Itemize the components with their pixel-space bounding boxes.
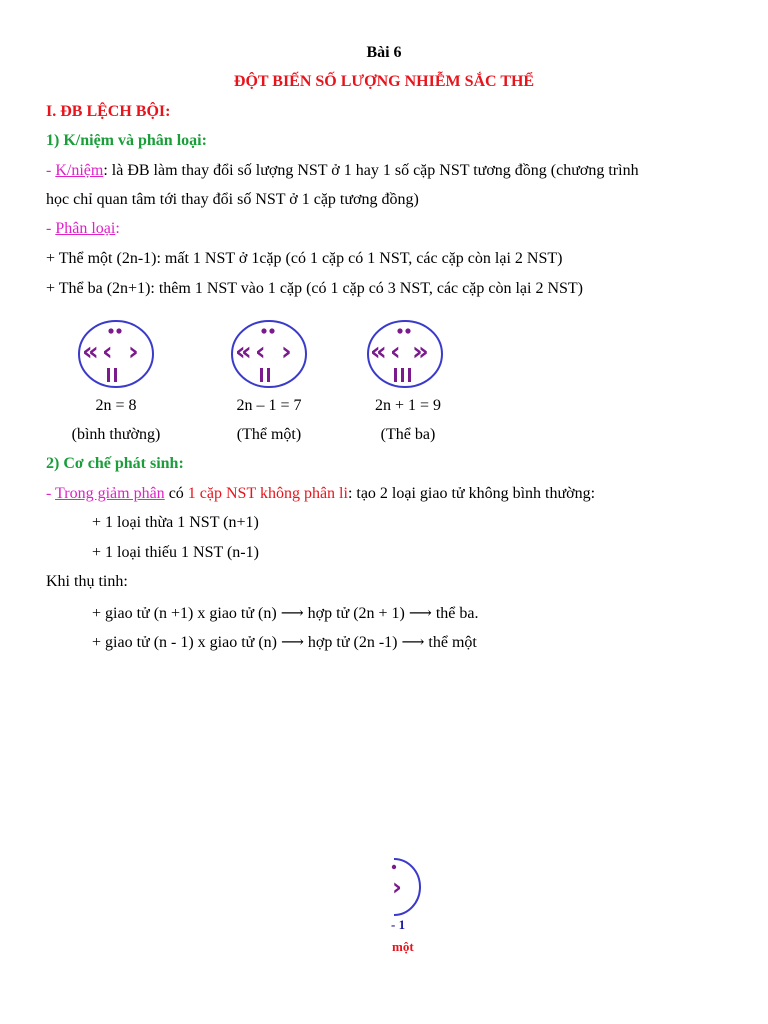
subheading-concept: 1) K/niệm và phân loại: <box>46 132 207 149</box>
svg-text:›: › <box>128 337 139 367</box>
lesson-number: Bài 6 <box>366 44 402 61</box>
svg-text:›: › <box>392 873 402 901</box>
definition-line-1 <box>46 162 639 180</box>
fertilization-label: Khi thụ tinh: <box>46 573 128 590</box>
mechanism-rest: : tạo 2 loại giao tử không bình thường: <box>347 485 596 502</box>
mechanism-line <box>46 485 595 503</box>
gamete-extra-item: + 1 loại thừa 1 NST (n+1) <box>92 514 259 531</box>
mechanism-phrase-meiosis: Trong giảm phân <box>55 485 165 502</box>
definition-text: : là ĐB làm thay đổi số lượng NST ở 1 hay 1 số cặp NST tương đồng (chương trình <box>103 162 639 179</box>
cell-trisomy-formula: 2n + 1 = 9 <box>374 397 442 414</box>
svg-text:«: « <box>235 337 252 367</box>
fertilization-trisomy: + giao tử (n +1) x giao tử (n) ⟶ hợp tử (2n + 1) ⟶ thể ba. <box>92 605 479 622</box>
subheading-mechanism: 2) Cơ chế phát sinh: <box>46 455 184 472</box>
cell-trisomy-caption: (Thể ba) <box>380 426 436 443</box>
cell-monosomy-diagram <box>229 318 309 390</box>
classification-term: Phân loại <box>55 220 116 237</box>
svg-text:‹: ‹ <box>390 337 401 367</box>
classification-colon: : <box>115 220 120 237</box>
fragment-word: một <box>392 939 414 954</box>
mechanism-co: có <box>164 485 188 502</box>
monosomy-item: + Thể một (2n-1): mất 1 NST ở 1cặp (có 1 cặp có 1 NST, các cặp còn lại 2 NST) <box>46 250 563 267</box>
svg-text:‹: ‹ <box>255 337 266 367</box>
svg-text:»: » <box>412 337 429 367</box>
classification-label <box>46 220 120 238</box>
mechanism-phrase-nondisjunction: 1 cặp NST không phân li <box>187 485 348 502</box>
mechanism-dash: - <box>46 485 56 502</box>
svg-text:«: « <box>82 337 99 367</box>
section-heading-1: I. ĐB LỆCH BỘI: <box>46 103 171 120</box>
fragment-number: - 1 <box>391 917 406 932</box>
cell-monosomy-caption: (Thể một) <box>236 426 302 443</box>
svg-text:«: « <box>370 337 387 367</box>
definition-term: K/niệm <box>55 162 104 179</box>
cell-normal-caption: (bình thường) <box>71 426 161 443</box>
cell-trisomy-diagram <box>365 318 445 390</box>
trisomy-item: + Thể ba (2n+1): thêm 1 NST vào 1 cặp (có 1 cặp có 3 NST, các cặp còn lại 2 NST) <box>46 280 583 297</box>
cell-monosomy-formula: 2n – 1 = 7 <box>236 397 302 414</box>
cell-normal-formula: 2n = 8 <box>95 397 137 414</box>
cropped-cell-fragment <box>380 855 430 919</box>
fertilization-monosomy: + giao tử (n - 1) x giao tử (n) ⟶ hợp tử (2n -1) ⟶ thể một <box>92 634 477 651</box>
gamete-missing-item: + 1 loại thiếu 1 NST (n-1) <box>92 544 259 561</box>
definition-line-2: học chỉ quan tâm tới thay đổi số NST ở 1 cặp tương đồng) <box>46 191 419 208</box>
classification-dash: - <box>46 220 56 237</box>
definition-dash: - <box>46 162 56 179</box>
svg-text:‹: ‹ <box>102 337 113 367</box>
svg-text:›: › <box>281 337 292 367</box>
page-title: ĐỘT BIẾN SỐ LƯỢNG NHIỄM SẮC THỂ <box>233 73 535 90</box>
cell-normal-diagram <box>76 318 156 390</box>
